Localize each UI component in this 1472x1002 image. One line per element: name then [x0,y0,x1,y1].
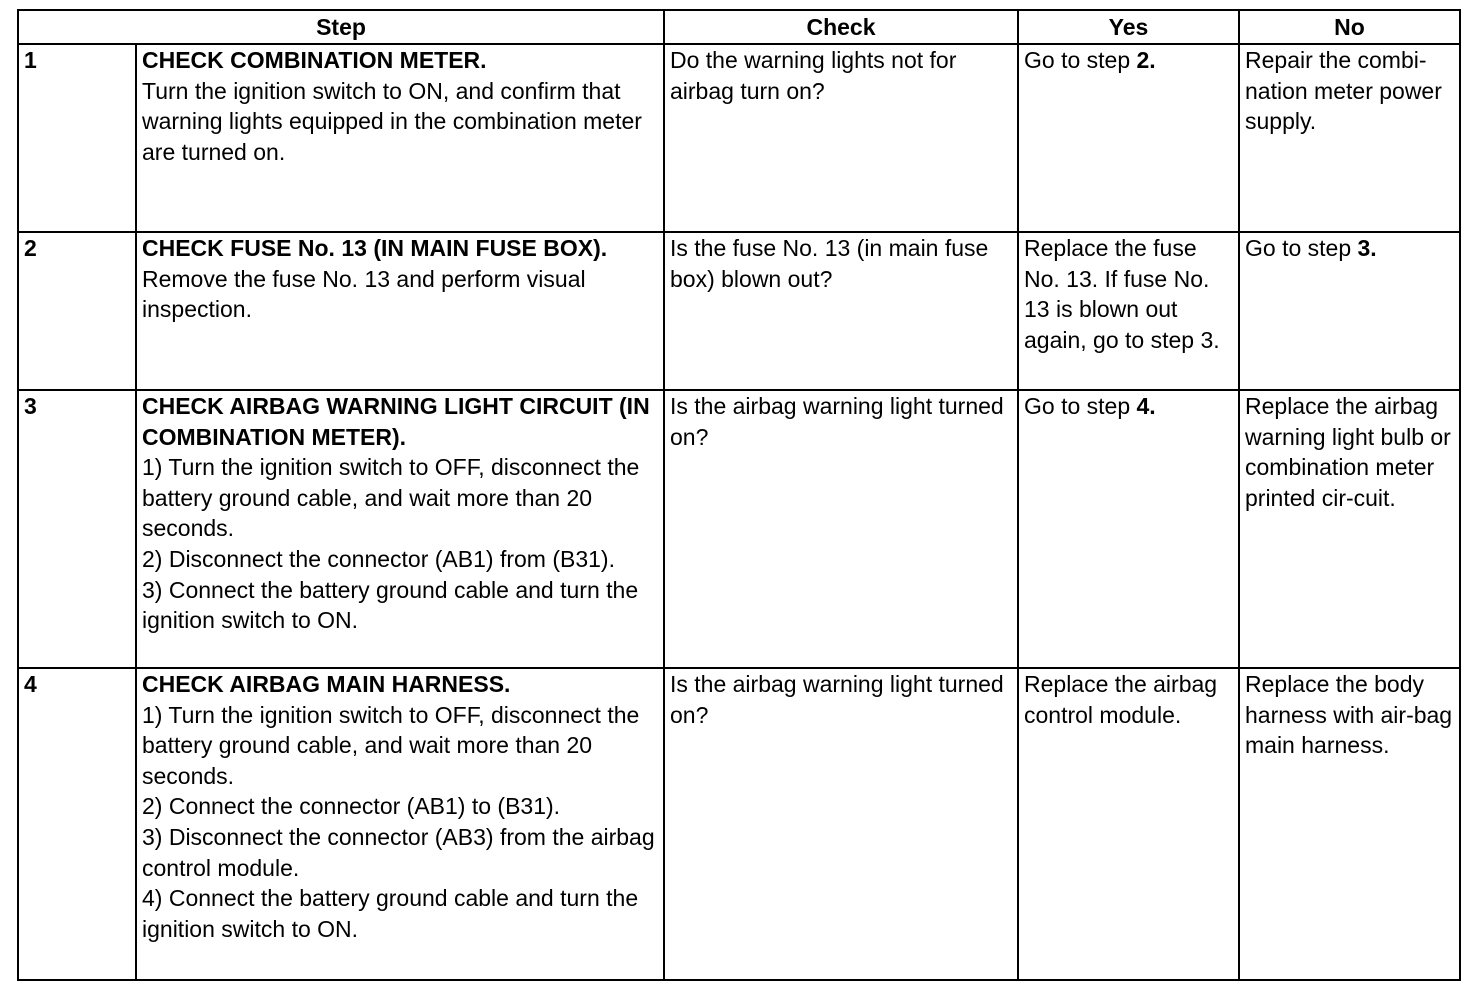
table-row [18,44,1460,232]
yes-step-ref: 2. [1136,47,1156,73]
header-row [18,10,1460,44]
step-title: CHECK AIRBAG MAIN HARNESS. [142,671,511,697]
step-description [136,232,664,390]
header-yes: Yes [1018,10,1239,44]
yes-action [1018,44,1239,232]
yes-text: Go to step [1024,47,1137,73]
step-description [136,390,664,668]
step-instruction: 3) Connect the battery ground cable and turn the ignition switch to ON. [142,576,639,634]
step-instruction: 2) Connect the connector (AB1) to (B31). [142,793,561,820]
yes-text: Replace the airbag control module. [1024,671,1218,728]
header-check: Check [664,10,1018,44]
diagnostic-table [17,9,1461,981]
step-instruction: 3) Disconnect the connector (AB3) from the airbag control module. [142,823,655,881]
table-row [18,668,1460,980]
step-description [136,44,664,232]
check-question: Do the warning lights not for airbag turn on? [664,44,1018,232]
step-instruction: 2) Disconnect the connector (AB1) from (B31). [142,545,615,572]
step-instruction: 4) Connect the battery ground cable and turn the ignition switch to ON. [142,885,639,942]
header-no: No [1239,10,1460,44]
yes-step-ref: 4. [1136,393,1156,419]
yes-text: Replace the fuse No. 13. If fuse No. 13 is blown out again, go to step 3. [1024,235,1220,353]
yes-action [1018,668,1239,980]
header-step: Step [18,10,664,44]
table-row [18,232,1460,390]
no-action [1239,390,1460,668]
yes-action [1018,232,1239,390]
step-number: 4 [18,668,136,980]
no-text: Go to step [1245,235,1358,261]
table-row [18,390,1460,668]
no-text: Replace the body harness with air-bag main harness. [1245,671,1453,759]
step-instruction: 1) Turn the ignition switch to OFF, disconnect the battery ground cable, and wait more than 20 seconds. [142,701,640,789]
step-title: CHECK COMBINATION METER. [142,47,487,73]
check-question: Is the airbag warning light turned on? [664,668,1018,980]
yes-text: Go to step [1024,393,1137,419]
step-number: 3 [18,390,136,668]
step-instruction: 1) Turn the ignition switch to OFF, disconnect the battery ground cable, and wait more than 20 seconds. [142,454,640,542]
step-instruction: Turn the ignition switch to ON, and confirm that warning lights equipped in the combination meter are turned on. [142,77,642,165]
step-number: 2 [18,232,136,390]
step-title: CHECK FUSE No. 13 (IN MAIN FUSE BOX). [142,235,608,261]
step-number: 1 [18,44,136,232]
no-action [1239,44,1460,232]
no-text: Replace the airbag warning light bulb or combination meter printed cir-cuit. [1245,393,1451,511]
no-text: Repair the combi-nation meter power supply. [1245,47,1442,135]
check-question: Is the airbag warning light turned on? [664,390,1018,668]
step-instruction: Remove the fuse No. 13 and perform visual inspection. [142,265,586,323]
no-action [1239,668,1460,980]
step-title: CHECK AIRBAG WARNING LIGHT CIRCUIT (IN COMBINATION METER). [142,393,650,450]
no-step-ref: 3. [1357,235,1377,261]
yes-action [1018,390,1239,668]
check-question: Is the fuse No. 13 (in main fuse box) blown out? [664,232,1018,390]
step-description [136,668,664,980]
no-action [1239,232,1460,390]
